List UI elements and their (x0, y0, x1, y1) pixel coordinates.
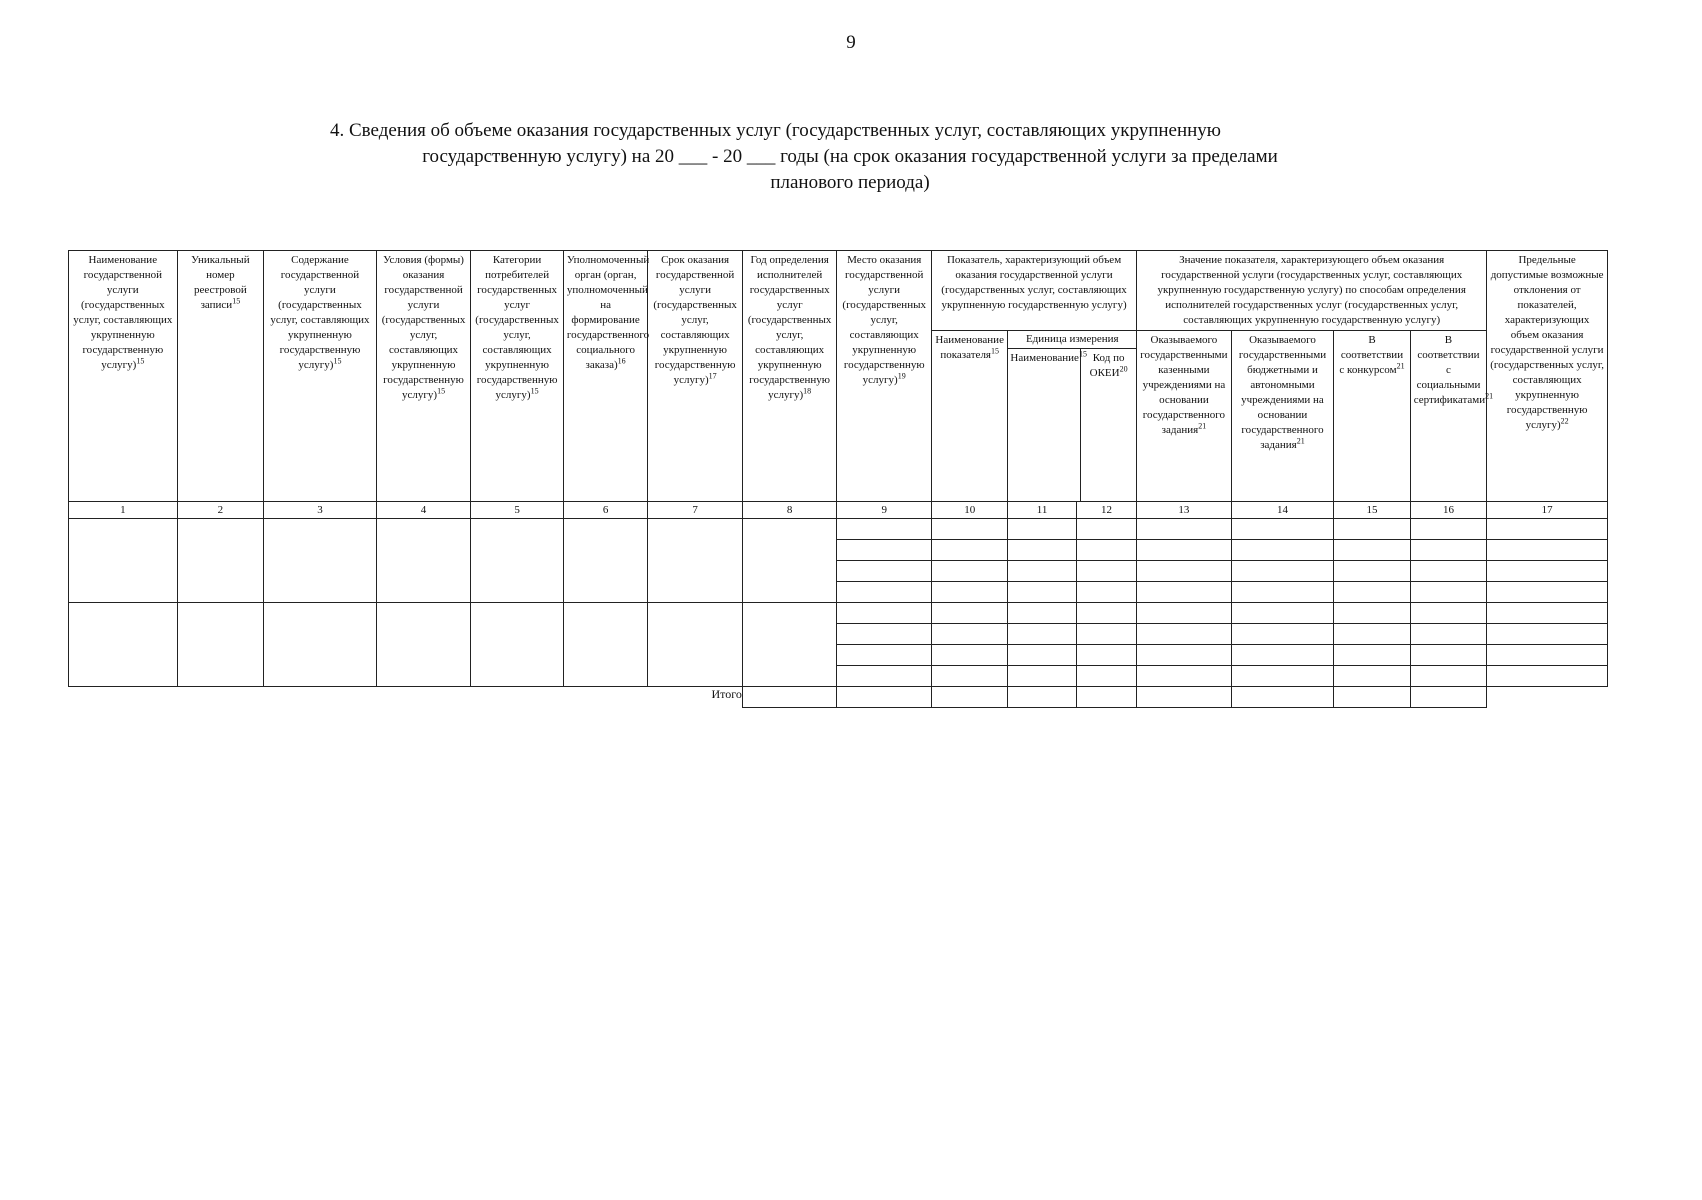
header-cell-3: Содержание государственной услуги (государственных услуг, составляющих укрупненную государственную услугу)$^{15}$ (264, 251, 377, 502)
table-cell[interactable] (1008, 582, 1076, 603)
total-cell[interactable] (1076, 687, 1136, 708)
table-cell[interactable] (931, 603, 1007, 624)
table-cell[interactable] (837, 561, 932, 582)
column-number: 8 (742, 502, 837, 519)
table-cell[interactable] (931, 519, 1007, 540)
header-group-indicator: Показатель, характеризующий объем оказания государственной услуги (государственных услуг, составляющих укрупненную государственную услугу) (931, 251, 1136, 331)
table-cell[interactable] (264, 519, 377, 603)
header-cell-15: В соответствии с конкурсом$^{21}$ (1334, 331, 1410, 502)
total-cell[interactable] (931, 687, 1007, 708)
table-cell[interactable] (1231, 645, 1334, 666)
table-cell[interactable] (1008, 645, 1076, 666)
total-cell[interactable] (742, 687, 837, 708)
total-label: Итого (711, 687, 742, 701)
header-cell-14: Оказываемого государственными бюджетными и автономными учреждениями на основании государственного задания$^{21}$ (1231, 331, 1334, 502)
table-cell[interactable] (1334, 645, 1410, 666)
column-number: 12 (1076, 502, 1136, 519)
total-row (69, 687, 1608, 708)
table-cell[interactable] (931, 624, 1007, 645)
table-cell[interactable] (1410, 540, 1486, 561)
header-cell-7: Срок оказания государственной услуги (государственных услуг, составляющих укрупненную государственную услугу)$^{17}$ (648, 251, 743, 502)
table-cell[interactable] (742, 603, 837, 687)
title-line-1: 4. Сведения об объеме оказания государственных услуг (государственных услуг, составляющих укрупненную (330, 120, 1221, 141)
table-cell[interactable] (1076, 540, 1136, 561)
total-cell[interactable] (1008, 687, 1076, 708)
table-cell[interactable] (1410, 561, 1486, 582)
column-number: 4 (376, 502, 471, 519)
header-cell-1: Наименование государственной услуги (государственных услуг, составляющих укрупненную государственную услугу)$^{15}$ (69, 251, 178, 502)
table-cell[interactable] (837, 645, 932, 666)
table-cell[interactable] (1008, 603, 1076, 624)
table-cell[interactable] (1410, 603, 1486, 624)
header-unit-group (1008, 331, 1137, 502)
empty-cell (1487, 687, 1608, 708)
table-row (69, 519, 1608, 540)
table-cell[interactable] (1487, 561, 1608, 582)
table-cell[interactable] (1410, 624, 1486, 645)
table-cell[interactable] (1410, 645, 1486, 666)
column-number: 11 (1008, 502, 1076, 519)
column-number: 10 (931, 502, 1007, 519)
total-cell[interactable] (1334, 687, 1410, 708)
table-cell[interactable] (1076, 645, 1136, 666)
table-cell[interactable] (1231, 561, 1334, 582)
table-cell[interactable] (837, 582, 932, 603)
table-cell[interactable] (837, 519, 932, 540)
table-cell[interactable] (563, 603, 647, 687)
column-number: 6 (563, 502, 647, 519)
column-number: 2 (177, 502, 264, 519)
table-cell[interactable] (1487, 582, 1608, 603)
header-cell-17: Предельные допустимые возможные отклонения от показателей, характеризующих объем оказания государственной услуги (государственных услуг, составляющих укрупненную государственную услугу)$^{22}$ (1487, 251, 1608, 502)
table-cell[interactable] (1487, 519, 1608, 540)
total-cell[interactable] (837, 687, 932, 708)
table-cell[interactable] (1008, 624, 1076, 645)
table-cell[interactable] (1008, 540, 1076, 561)
column-number: 3 (264, 502, 377, 519)
header-cell-10: Наименование показателя$^{15}$ (931, 331, 1007, 502)
table-cell[interactable] (1487, 645, 1608, 666)
total-cell[interactable] (1231, 687, 1334, 708)
table-cell[interactable] (563, 519, 647, 603)
header-cell-12: Код по ОКЕИ$^{20}$ (1089, 352, 1128, 379)
table-cell[interactable] (931, 561, 1007, 582)
column-number: 7 (648, 502, 743, 519)
header-cell-5: Категории потребителей государственных услуг (государственных услуг, составляющих укрупненную государственную услугу)$^{15}$ (471, 251, 564, 502)
column-number: 5 (471, 502, 564, 519)
total-cell[interactable] (1137, 687, 1232, 708)
table-cell[interactable] (1008, 561, 1076, 582)
table-cell[interactable] (1137, 645, 1232, 666)
table-cell[interactable] (177, 519, 264, 603)
table-cell[interactable] (1231, 582, 1334, 603)
table-cell[interactable] (742, 519, 837, 603)
table-cell[interactable] (837, 666, 932, 687)
header-cell-16: В соответствии с социальными сертификатами$^{21}$ (1410, 331, 1486, 502)
column-number: 9 (837, 502, 932, 519)
table-cell[interactable] (1231, 519, 1334, 540)
header-cell-13: Оказываемого государственными казенными учреждениями на основании государственного задания$^{21}$ (1137, 331, 1232, 502)
table-cell[interactable] (471, 603, 564, 687)
table-cell[interactable] (1137, 561, 1232, 582)
table-cell[interactable] (471, 519, 564, 603)
table-cell[interactable] (1231, 666, 1334, 687)
table-cell[interactable] (1410, 519, 1486, 540)
column-number: 16 (1410, 502, 1486, 519)
table-cell[interactable] (1137, 519, 1232, 540)
table-cell[interactable] (931, 540, 1007, 561)
table-cell[interactable] (1137, 666, 1232, 687)
table-cell[interactable] (1334, 540, 1410, 561)
table-cell[interactable] (1137, 582, 1232, 603)
table-cell[interactable] (1076, 582, 1136, 603)
header-group-unit: Единица измерения (1008, 331, 1136, 349)
table-cell[interactable] (1076, 603, 1136, 624)
table-cell[interactable] (1410, 666, 1486, 687)
table-cell[interactable] (1008, 666, 1076, 687)
volume-table (68, 250, 1608, 708)
column-number: 17 (1487, 502, 1608, 519)
table-cell[interactable] (1076, 666, 1136, 687)
column-number: 13 (1137, 502, 1232, 519)
table-cell[interactable] (1231, 603, 1334, 624)
column-number: 14 (1231, 502, 1334, 519)
title-line-2: государственную услугу) на 20 ___ - 20 ___ годы (на срок оказания государственной услуги за пределами (422, 146, 1278, 167)
table-cell[interactable] (1487, 624, 1608, 645)
header-group-value: Значение показателя, характеризующего объем оказания государственной услуги (государственных услуг, составляющих укрупненную государственную услугу) по способам определения исполнителей государственных услуг (государственных услуг, составляющих укрупненную государственную услугу) (1137, 251, 1487, 331)
table-cell[interactable] (69, 519, 178, 603)
table-cell[interactable] (1334, 561, 1410, 582)
header-cell-6: Уполномоченный орган (орган, уполномоченный на формирование государственного социального заказа)$^{16}$ (563, 251, 647, 502)
table-cell[interactable] (1076, 561, 1136, 582)
table-cell[interactable] (1334, 582, 1410, 603)
table-cell[interactable] (1137, 603, 1232, 624)
column-number: 15 (1334, 502, 1410, 519)
table-cell[interactable] (837, 603, 932, 624)
table-cell[interactable] (1410, 582, 1486, 603)
table-cell[interactable] (1137, 540, 1232, 561)
table-cell[interactable] (648, 519, 743, 603)
column-number-row (69, 502, 1608, 519)
table-cell[interactable] (1334, 519, 1410, 540)
table-cell[interactable] (1076, 519, 1136, 540)
table-cell[interactable] (264, 603, 377, 687)
header-cell-2: Уникальный номер реестровой записи$^{15}$ (177, 251, 264, 502)
column-number: 1 (69, 502, 178, 519)
table-cell[interactable] (837, 624, 932, 645)
table-cell[interactable] (1487, 603, 1608, 624)
header-cell-4: Условия (формы) оказания государственной услуги (государственных услуг, составляющих укрупненную государственную услугу)$^{15}$ (376, 251, 471, 502)
page-number: 9 (846, 32, 856, 53)
header-cell-8: Год определения исполнителей государственных услуг (государственных услуг, составляющих укрупненную государственную услугу)$^{18}$ (742, 251, 837, 502)
header-cell-11: Наименование$^{15}$ (1008, 349, 1081, 501)
table-cell[interactable] (1487, 540, 1608, 561)
table-cell[interactable] (1487, 666, 1608, 687)
table-cell[interactable] (648, 603, 743, 687)
table-cell[interactable] (1076, 624, 1136, 645)
total-cell[interactable] (1410, 687, 1486, 708)
table-cell[interactable] (931, 645, 1007, 666)
header-row-1 (69, 251, 1608, 331)
table-cell[interactable] (931, 666, 1007, 687)
table-row (69, 603, 1608, 624)
table-cell[interactable] (1334, 624, 1410, 645)
table-cell[interactable] (1334, 666, 1410, 687)
table-cell[interactable] (376, 519, 471, 603)
table-cell[interactable] (1008, 519, 1076, 540)
table-cell[interactable] (376, 603, 471, 687)
table-cell[interactable] (177, 603, 264, 687)
table-cell[interactable] (1137, 624, 1232, 645)
title-line-3: планового периода) (770, 172, 930, 193)
table-cell[interactable] (837, 540, 932, 561)
header-cell-9: Место оказания государственной услуги (государственных услуг, составляющих укрупненную государственную услугу)$^{19}$ (837, 251, 932, 502)
section-title (330, 118, 1370, 196)
table-cell[interactable] (1231, 624, 1334, 645)
table-cell[interactable] (931, 582, 1007, 603)
table-cell[interactable] (1231, 540, 1334, 561)
table-cell[interactable] (1334, 603, 1410, 624)
table-cell[interactable] (69, 603, 178, 687)
